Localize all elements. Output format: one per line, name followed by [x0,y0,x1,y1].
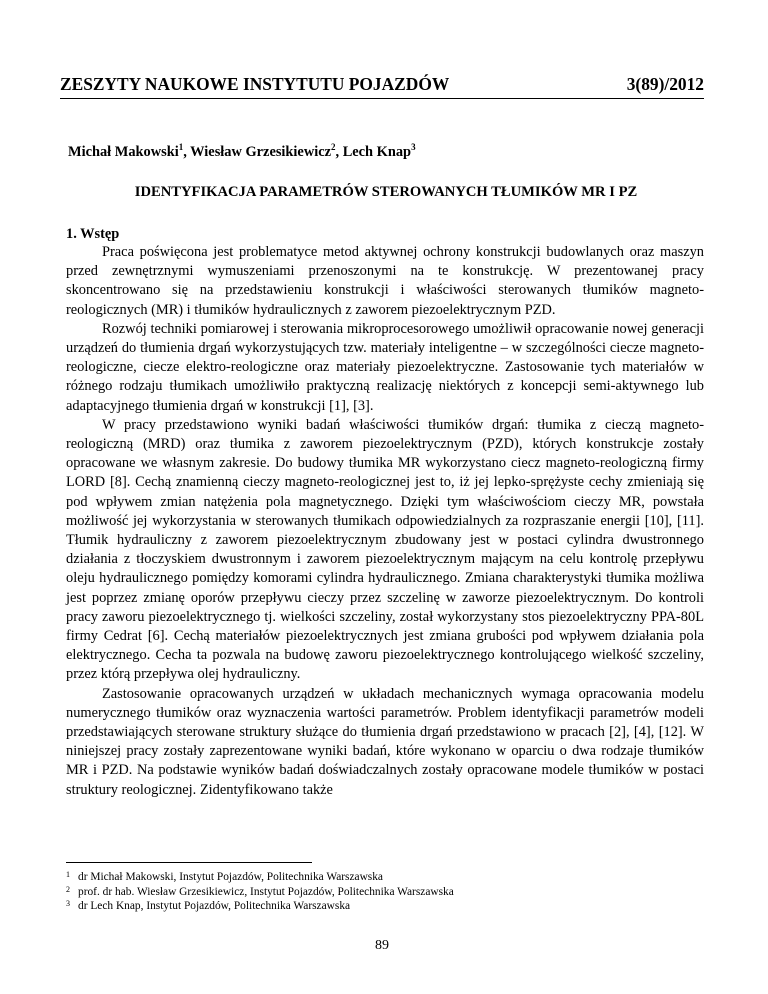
footnote-number: 1 [66,870,70,879]
paper-title: IDENTYFIKACJA PARAMETRÓW STEROWANYCH TŁUMIKÓW MR I PZ [134,184,638,200]
section-heading: 1. Wstęp [66,226,120,242]
footnote-number: 3 [66,899,70,909]
author-name: Michał Makowski [68,144,179,160]
footnote-text: dr Lech Knap, Instytut Pojazdów, Politechnika Warszawska [78,900,351,913]
issue-number: 3(89)/2012 [626,74,704,94]
footnotes [66,870,706,914]
footnote-text: dr Michał Makowski, Instytut Pojazdów, Politechnika Warszawska [78,871,383,883]
author-name: Lech Knap [342,144,412,160]
paper-page [60,56,704,986]
author-footnote-mark: 1 [178,142,184,153]
author-footnote-mark: 2 [330,142,336,153]
page-number: 89 [375,938,389,953]
footnote [66,899,706,914]
author-footnote-mark: 3 [411,142,416,153]
body-paragraph: Zastosowanie opracowanych urządzeń w układach mechanicznych wymaga opracowania modelu numerycznego tłumików oraz wyznaczenia wartości parametrów. Problem identyfikacji parametrów modeli przedstawiających sterowane struktury służące do tłumienia drgań przedstawiono w pracach [2], [4], [12]. W niniejszej pracy zostały zaprezentowane wyniki badań, które wykonano w oparciu o dwa rodzaje tłumików MR i PZD. Na podstawie wyników badań doświadczalnych zostały opracowane modele tłumików w postaci struktury reologicznej. Zidentyfikowano także [66,685,704,798]
author-list: Michał Makowski$^1$, Wiesław Grzesikiewicz$^2$, Lech Knap$^3$ [68,142,416,160]
body-paragraph: W pracy przedstawiono wyniki badań właściwości tłumików drgań: tłumika z cieczą magneto-reologiczną (MRD) oraz tłumika z zaworem piezoelektrycznym (PZD), których konstrukcje zostały opracowane we własnym zakresie. Do budowy tłumika MR wykorzystano ciecz magneto-reologiczną firmy LORD [8]. Cechą znamienną cieczy magneto-reologicznej jest to, iż jej lepko-sprężyste cechy zmieniają się pod wpływem zmian natężenia pola magnetycznego. Dzięki tym właściwościom cieczy MR, powstała możliwość jej wykorzystania w sterowanych tłumikach odpowiedzialnych za rozpraszanie energii [10], [11]. Tłumik hydrauliczny z zaworem piezoelektrycznym zbudowany jest w postaci cylindra dwustronnego działania z tłoczyskiem dwustronnym i zaworem piezoelektrycznym mającym na celu kontrolę przepływu oleju hydraulicznego pomiędzy komorami cylindra hydraulicznego. Zmiana charakterystyki tłumika możliwa jest poprzez zmianę oporów przepływu cieczy przez szczelinę w zaworze piezoelektrycznym. Do kontroli pracy zaworu piezoelektrycznego tj. wielkości szczeliny, został wykorzystany stos piezoelektryczny PPA-80L firmy Cedrat [6]. Cechą materiałów piezoelektrycznych jest zmiana grubości pod wpływem działania pola elektrycznego. Cecha ta pozwala na budowę zaworu piezoelektrycznego kontrolującego wielkość szczeliny, przez którą przepływa olej hydrauliczny. [66,416,704,683]
footnote-divider [66,862,312,863]
footnote [66,870,706,885]
body-text [60,243,704,800]
footnote-number: 2 [66,884,70,894]
journal-header [60,72,704,99]
body-paragraph: Praca poświęcona jest problematyce metod aktywnej ochrony konstrukcji budowlanych oraz maszyn przed zewnętrznymi wymuszeniami przenoszonymi na te konstrukcję. W prezentowanej pracy skoncentrowano się na przedstawieniu konstrukcji i właściwości sterowanych tłumików magneto-reologicznych (MR) i tłumików hydraulicznych z zaworem piezoelektrycznym PZD. [66,244,704,318]
footnote-text: prof. dr hab. Wiesław Grzesikiewicz, Instytut Pojazdów, Politechnika Warszawska [78,885,454,898]
journal-name: ZESZYTY NAUKOWE INSTYTUTU POJAZDÓW [60,74,450,94]
body-paragraph: Rozwój techniki pomiarowej i sterowania mikroprocesorowego umożliwił opracowanie nowej generacji urządzeń do tłumienia drgań wykorzystujących tzw. materiały inteligentne – w szczególności ciecze magneto-reologiczne, ciecze elektro-reologiczne oraz materiały piezoelektryczne. Zastosowanie tych materiałów w różnego rodzaju tłumikach umożliwiło praktyczną realizację niektórych z koncepcji semi-aktywnego lub adaptacyjnego tłumienia drgań w konstrukcji [1], [3]. [66,320,704,414]
footnote [66,885,706,900]
author-name: Wiesław Grzesikiewicz [190,144,331,160]
